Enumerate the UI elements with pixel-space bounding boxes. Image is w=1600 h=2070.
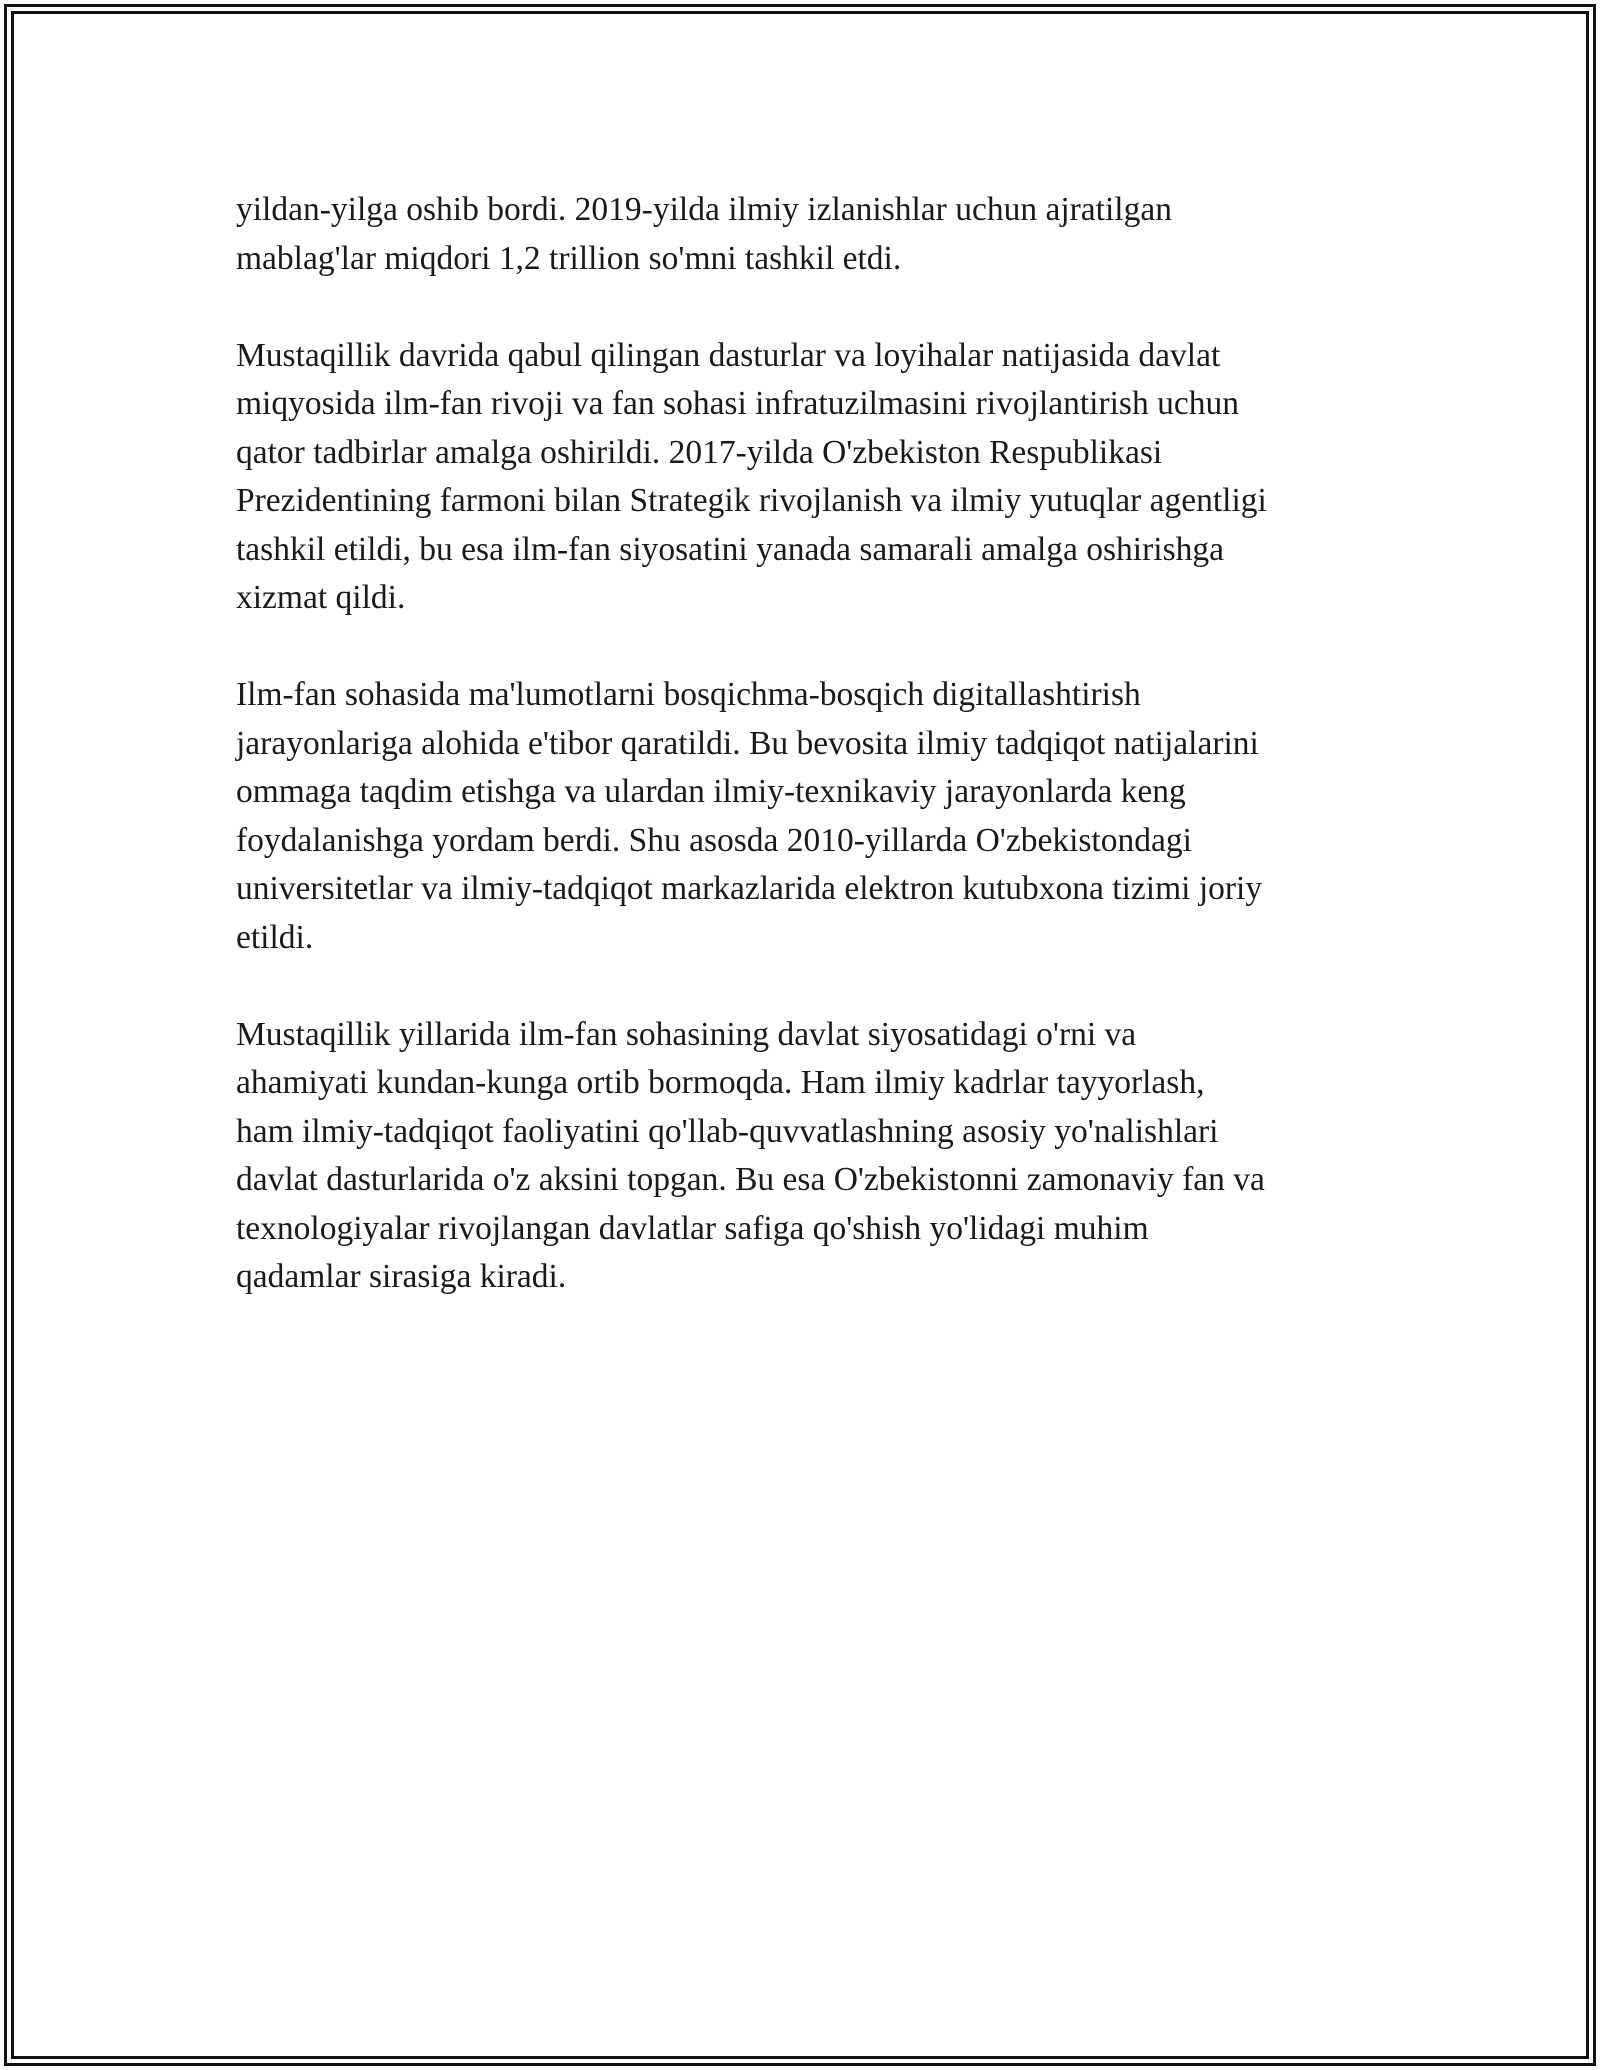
paragraph-1: yildan-yilga oshib bordi. 2019-yilda ilmiy izlanishlar uchun ajratilgan mablag'lar miqdori 1,2 trillion so'mni tashkil etdi. — [236, 191, 1172, 277]
paragraph-2: Mustaqillik davrida qabul qilingan dasturlar va loyihalar natijasida davlat miqyosida ilm-fan rivoji va fan sohasi infratuzilmasini rivojlantirish uchun qator tadbirlar amalga oshirildi. 2017-yilda O'zbekiston Respublikasi Prezidentining farmoni bilan Strategik rivojlanish va ilmiy yutuqlar agentligi tashkil etildi, bu esa ilm-fan siyosatini yanada samarali amalga oshirishga xizmat qildi. — [236, 336, 1267, 616]
paragraph-3: Ilm-fan sohasida ma'lumotlarni bosqichma-bosqich digitallashtirish jarayonlariga alohida e'tibor qaratildi. Bu bevosita ilmiy tadqiqot natijalarini ommaga taqdim etishga va ulardan ilmiy-texnikaviy jarayonlarda keng foydalanishga yordam berdi. Shu asosda 2010-yillarda O'zbekistondagi universitetlar va ilmiy-tadqiqot markazlarida elektron kutubxona tizimi joriy etildi. — [236, 676, 1263, 956]
paragraph-4: Mustaqillik yillarida ilm-fan sohasining davlat siyosatidagi o'rni va ahamiyati kundan-kunga ortib bormoqda. Ham ilmiy kadrlar tayyorlash, ham ilmiy-tadqiqot faoliyatini qo'llab-quvvatlashning asosiy yo'nalishlari davlat dasturlarida o'z aksini topgan. Bu esa O'zbekistonni zamonaviy fan va texnologiyalar rivojlangan davlatlar safiga qo'shish yo'lidagi muhim qadamlar sirasiga kiradi. — [236, 1015, 1265, 1295]
document-body — [236, 186, 1376, 1350]
